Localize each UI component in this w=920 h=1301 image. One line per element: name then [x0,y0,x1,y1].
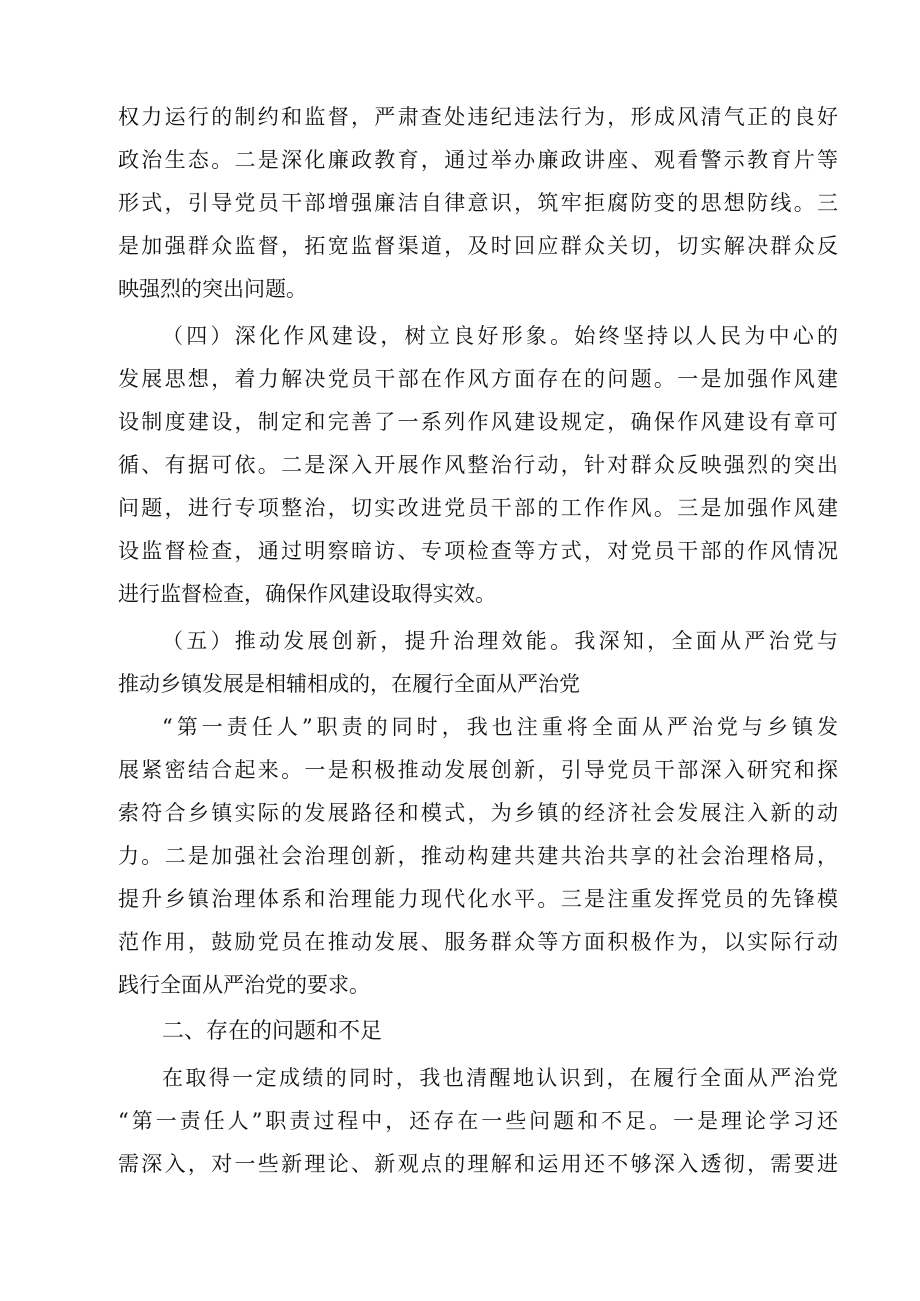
body-text-line: 提升乡镇治理体系和治理能力现代化水平。三是注重发挥党员的先锋模 [118,887,838,911]
body-text-line: 需深入，对一些新理论、新观点的理解和运用还不够深入透彻，需要进 [118,1152,838,1176]
body-text-line: 循、有据可依。二是深入开展作风整治行动，针对群众反映强烈的突出 [118,453,838,477]
body-text-line: 设制度建设，制定和完善了一系列作风建设规定，确保作风建设有章可 [118,410,838,434]
body-text-line: “第一责任人”职责的同时，我也注重将全面从严治党与乡镇发 [162,715,838,739]
body-text-line: 问题，进行专项整治，切实改进党员干部的工作作风。三是加强作风建 [118,496,838,520]
body-text-line: 政治生态。二是深化廉政教育，通过举办廉政讲座、观看警示教育片等 [118,148,838,172]
body-text-line: 映强烈的突出问题。 [118,277,307,301]
paragraph-heading-line: （五）推动发展创新，提升治理效能。我深知，全面从严治党与 [162,629,838,653]
body-text-line: 践行全面从严治党的要求。 [118,973,370,997]
body-text-line: 展紧密结合起来。一是积极推动发展创新，引导党员干部深入研究和探 [118,758,838,782]
body-text-line: 进行监督检查，确保作风建设取得实效。 [118,582,496,606]
body-text-line: 形式，引导党员干部增强廉洁自律意识，筑牢拒腐防变的思想防线。三 [118,191,838,215]
body-text-line: 在取得一定成绩的同时，我也清醒地认识到，在履行全面从严治党 [162,1066,838,1090]
body-text-line: 范作用，鼓励党员在推动发展、服务群众等方面积极作为，以实际行动 [118,930,838,954]
body-text-line: 权力运行的制约和监督，严肃查处违纪违法行为，形成风清气正的良好 [118,105,838,129]
body-text-line: 力。二是加强社会治理创新，推动构建共建共治共享的社会治理格局， [118,844,838,868]
body-text-line: 发展思想，着力解决党员干部在作风方面存在的问题。一是加强作风建 [118,367,838,391]
body-text-line: “第一责任人”职责过程中，还存在一些问题和不足。一是理论学习还 [118,1109,838,1133]
body-text-line: 是加强群众监督，拓宽监督渠道，及时回应群众关切，切实解决群众反 [118,234,838,258]
section-heading: 二、存在的问题和不足 [162,1019,383,1044]
paragraph-heading-line: （四）深化作风建设，树立良好形象。始终坚持以人民为中心的 [162,324,838,348]
body-text-line: 推动乡镇发展是相辅相成的，在履行全面从严治党 [118,672,580,696]
body-text-line: 设监督检查，通过明察暗访、专项检查等方式，对党员干部的作风情况 [118,539,838,563]
body-text-line: 索符合乡镇实际的发展路径和模式，为乡镇的经济社会发展注入新的动 [118,801,838,825]
